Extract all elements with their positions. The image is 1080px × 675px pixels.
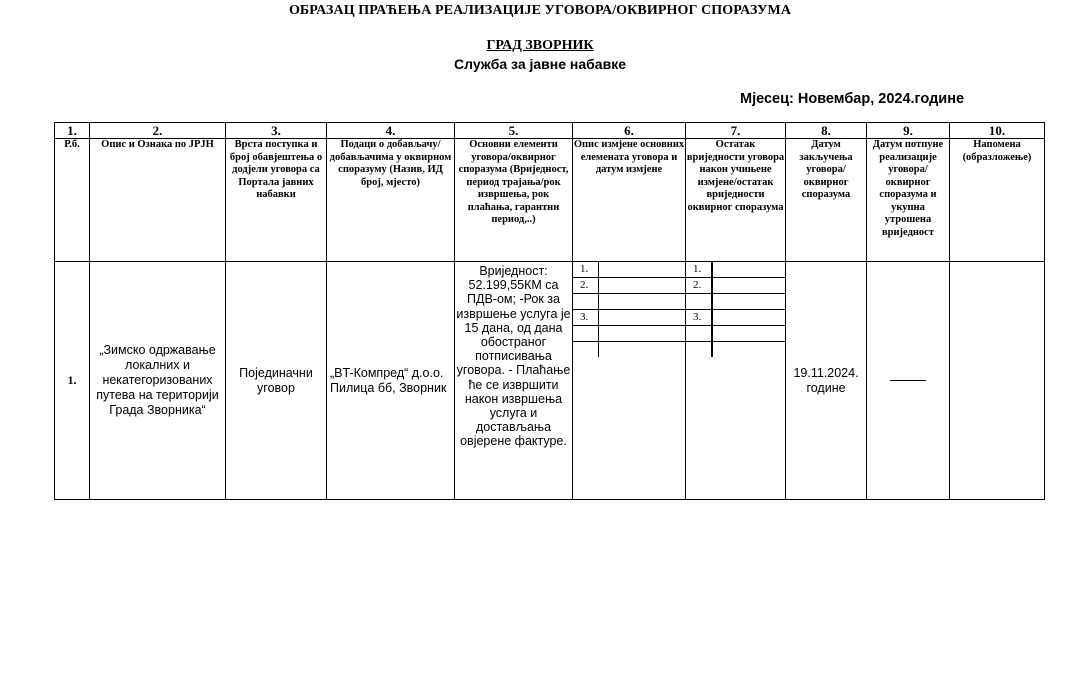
change-value [599, 310, 686, 326]
change-value [599, 326, 686, 342]
change-value [599, 262, 686, 278]
column-header: Датум закључења уговора/ оквирног споразума [786, 139, 867, 262]
contract-tracking-table [54, 122, 1045, 500]
contract-date: 19.11.2024. године [786, 262, 867, 500]
change-label: 2. [573, 278, 599, 294]
remaining-label [686, 342, 712, 358]
column-number: 8. [786, 123, 867, 139]
change-value [599, 278, 686, 294]
remaining-value-cell [686, 262, 786, 500]
change-label [573, 326, 599, 342]
remaining-value [712, 342, 785, 358]
column-number: 4. [327, 123, 455, 139]
remaining-label: 1. [686, 262, 712, 278]
realization-cell [867, 262, 950, 500]
remaining-subtable [686, 262, 785, 357]
service-heading: Служба за јавне набавке [454, 56, 626, 72]
change-description-cell [573, 262, 686, 500]
column-number: 1. [55, 123, 90, 139]
remaining-value [712, 326, 785, 342]
column-header: Датум потпуне реализације уговора/ оквирног споразума и укупна утрошена вриједност [867, 139, 950, 262]
column-number: 10. [950, 123, 1045, 139]
service-description: „Зимско одржавање локалних и некатегоризованих путева на територији Града Зворника“ [90, 262, 226, 500]
column-number: 3. [226, 123, 327, 139]
column-number: 7. [686, 123, 786, 139]
note-cell [950, 262, 1045, 500]
column-header-row [55, 139, 1045, 262]
remaining-value [712, 310, 785, 326]
change-label: 3. [573, 310, 599, 326]
remaining-label [686, 294, 712, 310]
document-title: ОБРАЗАЦ ПРАЋЕЊА РЕАЛИЗАЦИЈЕ УГОВОРА/ОКВИРНОГ СПОРАЗУМА [288, 3, 792, 18]
report-month: Мјесец: Новембар, 2024.године [740, 91, 965, 107]
column-header: Р.б. [55, 139, 90, 262]
change-subtable [573, 262, 685, 357]
change-value [599, 294, 686, 310]
remaining-label: 2. [686, 278, 712, 294]
row-number: 1. [55, 262, 90, 500]
city-heading: ГРАД ЗВОРНИК [486, 38, 594, 53]
column-number-row [55, 123, 1045, 139]
change-label: 1. [573, 262, 599, 278]
procedure-type: Појединачни уговор [226, 262, 327, 500]
change-label [573, 342, 599, 358]
column-number: 5. [455, 123, 573, 139]
remaining-value [712, 278, 785, 294]
column-header: Подаци о добављачу/ добављачима у оквирном споразуму (Назив, ИД број, мјесто) [327, 139, 455, 262]
change-value [599, 342, 686, 358]
remaining-value [712, 262, 785, 278]
supplier-info: „BT-Компред“ д.о.о. Пилица бб, Зворник [327, 262, 455, 500]
column-header: Опис измјене основних елемената уговора и датум измјене [573, 139, 686, 262]
column-header: Остатак вриједности уговора након учињене измјене/остатак вриједности оквирног споразума [686, 139, 786, 262]
column-header: Основни елементи уговора/оквирног споразума (Вриједност, период трајања/рок извршења, рок плаћања, гарантни период,..) [455, 139, 573, 262]
column-number: 6. [573, 123, 686, 139]
contract-elements: Вриједност: 52.199,55КМ са ПДВ-ом; -Рок за извршење услуга је 15 дана, од дана обостраног потписивања уговора. - Плаћање ће се извршити након извршења услуга и достављања овјерене фактуре. [455, 262, 573, 500]
remaining-value [712, 294, 785, 310]
table-row [55, 262, 1045, 500]
column-number: 2. [90, 123, 226, 139]
column-header: Врста поступка и број обавјештења о додјели уговора са Портала јавних набавки [226, 139, 327, 262]
column-header: Опис и Ознака по ЈРЈН [90, 139, 226, 262]
change-label [573, 294, 599, 310]
column-number: 9. [867, 123, 950, 139]
remaining-label: 3. [686, 310, 712, 326]
empty-dash-line [890, 380, 926, 381]
remaining-label [686, 326, 712, 342]
column-header: Напомена (образложење) [950, 139, 1045, 262]
